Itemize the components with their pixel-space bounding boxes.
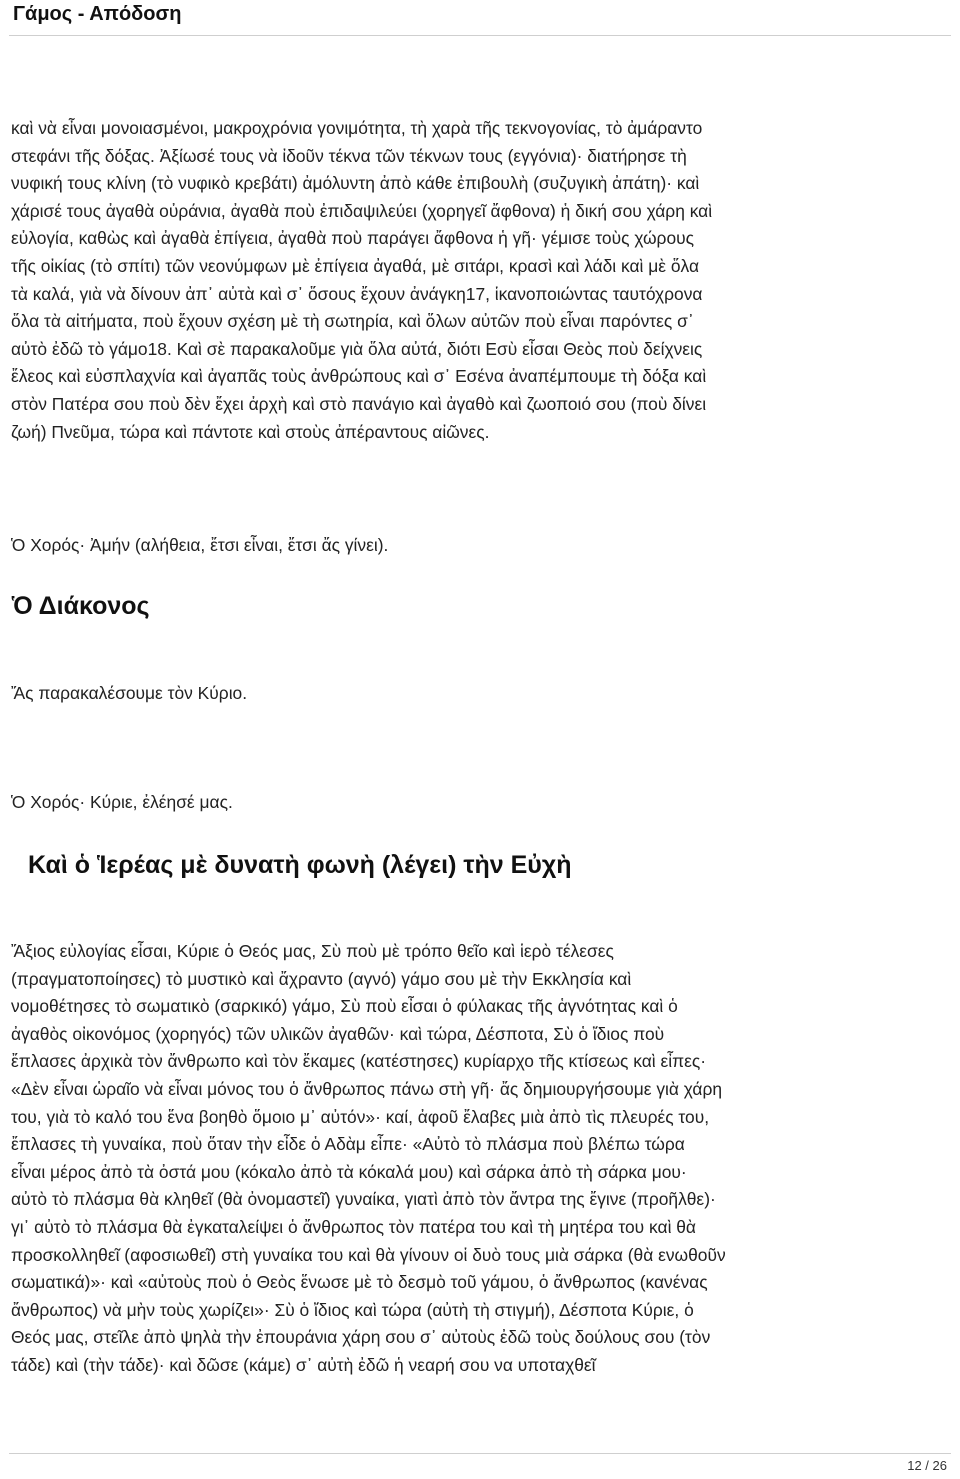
document-title: Γάμος - Απόδοση bbox=[13, 3, 182, 25]
page-number: 12 / 26 bbox=[907, 1458, 947, 1473]
body-paragraph-1: καὶ νὰ εἶναι μονοιασμένοι, μακροχρόνια γονιμότητα, τὴ χαρὰ τῆς τεκνογονίας, τὸ ἀμάραντο στεφάνι τῆς δόξας. Ἀξίωσέ τους νὰ ἰδοῦν τέκνα τῶν τέκνων τους (εγγόνια)· διατήρησε τὴ νυφική τους κλίνη (τὸ νυφικὸ κρεβάτι) ἀμόλυντη ἀπὸ κάθε ἐπιβουλὴ (συζυγικὴ ἀπάτη)· καὶ χάρισέ τους ἀγαθὰ οὐράνια, ἀγαθὰ ποὺ ἐπιδαψιλεύει (χορηγεῖ ἄφθονα) ἡ δική σου χάρη καὶ εὐλογία, καθὼς καὶ ἀγαθὰ ἐπίγεια, ἀγαθὰ ποὺ παράγει ἄφθονα ἡ γῆ· γέμισε τοὺς χώρους τῆς οἰκίας (τὸ σπίτι) τῶν νεονύμφων μὲ ἐπίγεια ἀγαθά, μὲ σιτάρι, κρασὶ καὶ λάδι καὶ μὲ ὅλα τὰ καλά, γιὰ νὰ δίνουν ἀπ᾽ αὐτὰ καὶ σ᾽ ὅσους ἔχουν ἀνάγκη17, ἱκανοποιώντας ταυτόχρονα ὅλα τὰ αἰτήματα, ποὺ ἔχουν σχέση μὲ τὴ σωτηρία, καὶ ὅλων αὐτῶν ποὺ εἶναι παρόντες σ᾽ αὐτὸ ἐδῶ τὸ γάμο18. Καὶ σὲ παρακαλοῦμε γιὰ ὅλα αὐτά, διότι Εσὺ εἶσαι Θεὸς ποὺ δείχνεις ἔλεος καὶ εὐσπλαχνία καὶ ἀγαπᾶς τοὺς ἀνθρώπους καὶ σ᾽ Εσένα ἀναπέμπουμε τὴ δόξα καὶ στὸν Πατέρα σου ποὺ δὲν ἔχει ἀρχὴ καὶ στὸ πανάγιο καὶ ἀγαθὸ καὶ ζωοποιό σου (ποὺ δίνει ζωή) Πνεῦμα, τώρα καὶ πάντοτε καὶ στοὺς ἀπέραντους αἰῶνες. bbox=[11, 118, 713, 442]
body-paragraph-2: Ἄξιος εὐλογίας εἶσαι, Κύριε ὁ Θεός μας, Σὺ ποὺ μὲ τρόπο θεῖο καὶ ἱερὸ τέλεσες (πραγματοποίησες) τὸ μυστικὸ καὶ ἄχραντο (αγνό) γάμο σου μὲ τὴν Εκκλησία καὶ νομοθέτησες τὸ σωματικὸ (σαρκικό) γάμο, Σὺ ποὺ εἶσαι ὁ φύλακας τῆς ἁγνότητας καὶ ὁ ἀγαθὸς οἰκονόμος (χορηγός) τῶν υλικῶν ἀγαθῶν· καὶ τώρα, Δέσποτα, Σὺ ὁ ἴδιος ποὺ ἔπλασες ἀρχικὰ τὸν ἄνθρωπο καὶ τὸν ἔκαμες (κατέστησες) κυρίαρχο τῆς κτίσεως καὶ εἶπες· «Δὲν εἶναι ὡραῖο νὰ εἶναι μόνος του ὁ ἄνθρωπος πάνω στὴ γῆ· ἄς δημιουργήσουμε γιὰ χάρη του, γιὰ τὸ καλό του ἕνα βοηθὸ ὅμοιο μ᾽ αὐτόν»· καί, ἀφοῦ ἔλαβες μιὰ ἀπὸ τὶς πλευρές του, ἔπλασες τὴ γυναίκα, ποὺ ὅταν τὴν εἶδε ὁ Αδὰμ εἶπε· «Αὐτὸ τὸ πλάσμα ποὺ βλέπω τώρα εἶναι μέρος ἀπὸ τὰ ὀστά μου (κόκαλο ἀπὸ τὰ κόκαλά μου) καὶ σάρκα ἀπὸ τὴ σάρκα μου· αὐτὸ τὸ πλάσμα θὰ κληθεῖ (θὰ ὀνομαστεῖ) γυναίκα, γιατὶ ἀπὸ τὸν ἄντρα της ἔγινε (προῆλθε)· γι᾽ αὐτὸ τὸ πλάσμα θὰ ἐγκαταλείψει ὁ ἄνθρωπος τὸν πατέρα του καὶ τὴ μητέρα του καὶ θὰ προσκολληθεῖ (αφοσιωθεῖ) στὴ γυναίκα του καὶ θὰ γίνουν οἱ δυὸ τους μιὰ σάρκα (θὰ ενωθοῦν σωματικά)»· καὶ «αὐτοὺς ποὺ ὁ Θεὸς ἕνωσε μὲ τὸ δεσμὸ τοῦ γάμου, ὁ ἄνθρωπος (κανένας ἄνθρωπος) νὰ μὴν τοὺς χωρίζει»· Σὺ ὁ ἴδιος καὶ τώρα (αὐτὴ τὴ στιγμή), Δέσποτα Κύριε, ὁ Θεός μας, στεῖλε ἀπὸ ψηλὰ τὴν ἐπουράνια χάρη σου σ᾽ αὐτοὺς ἐδῶ τοὺς δούλους σου (τὸν τάδε) καὶ (τὴν τάδε)· καὶ δῶσε (κάμε) σ᾽ αὐτὴ ἐδῶ ἡ νεαρή σου να υποταχθεῖ bbox=[11, 941, 726, 1375]
header-divider bbox=[9, 35, 951, 36]
section-heading-priest-prayer: Καὶ ὁ Ἱερέας μὲ δυνατὴ φωνὴ (λέγει) τὴν Εὐχὴ bbox=[28, 851, 572, 879]
choir-response-amen: Ὁ Χορός· Ἀμήν (αλήθεια, ἔτσι εἶναι, ἔτσι ἄς γίνει). bbox=[11, 535, 389, 555]
footer-divider bbox=[9, 1453, 951, 1454]
choir-response-kyrie: Ὁ Χορός· Κύριε, ἐλέησέ μας. bbox=[11, 792, 233, 812]
deacon-petition: Ἄς παρακαλέσουμε τὸν Κύριο. bbox=[11, 683, 248, 703]
section-heading-deacon: Ὁ Διάκονος bbox=[12, 592, 150, 620]
